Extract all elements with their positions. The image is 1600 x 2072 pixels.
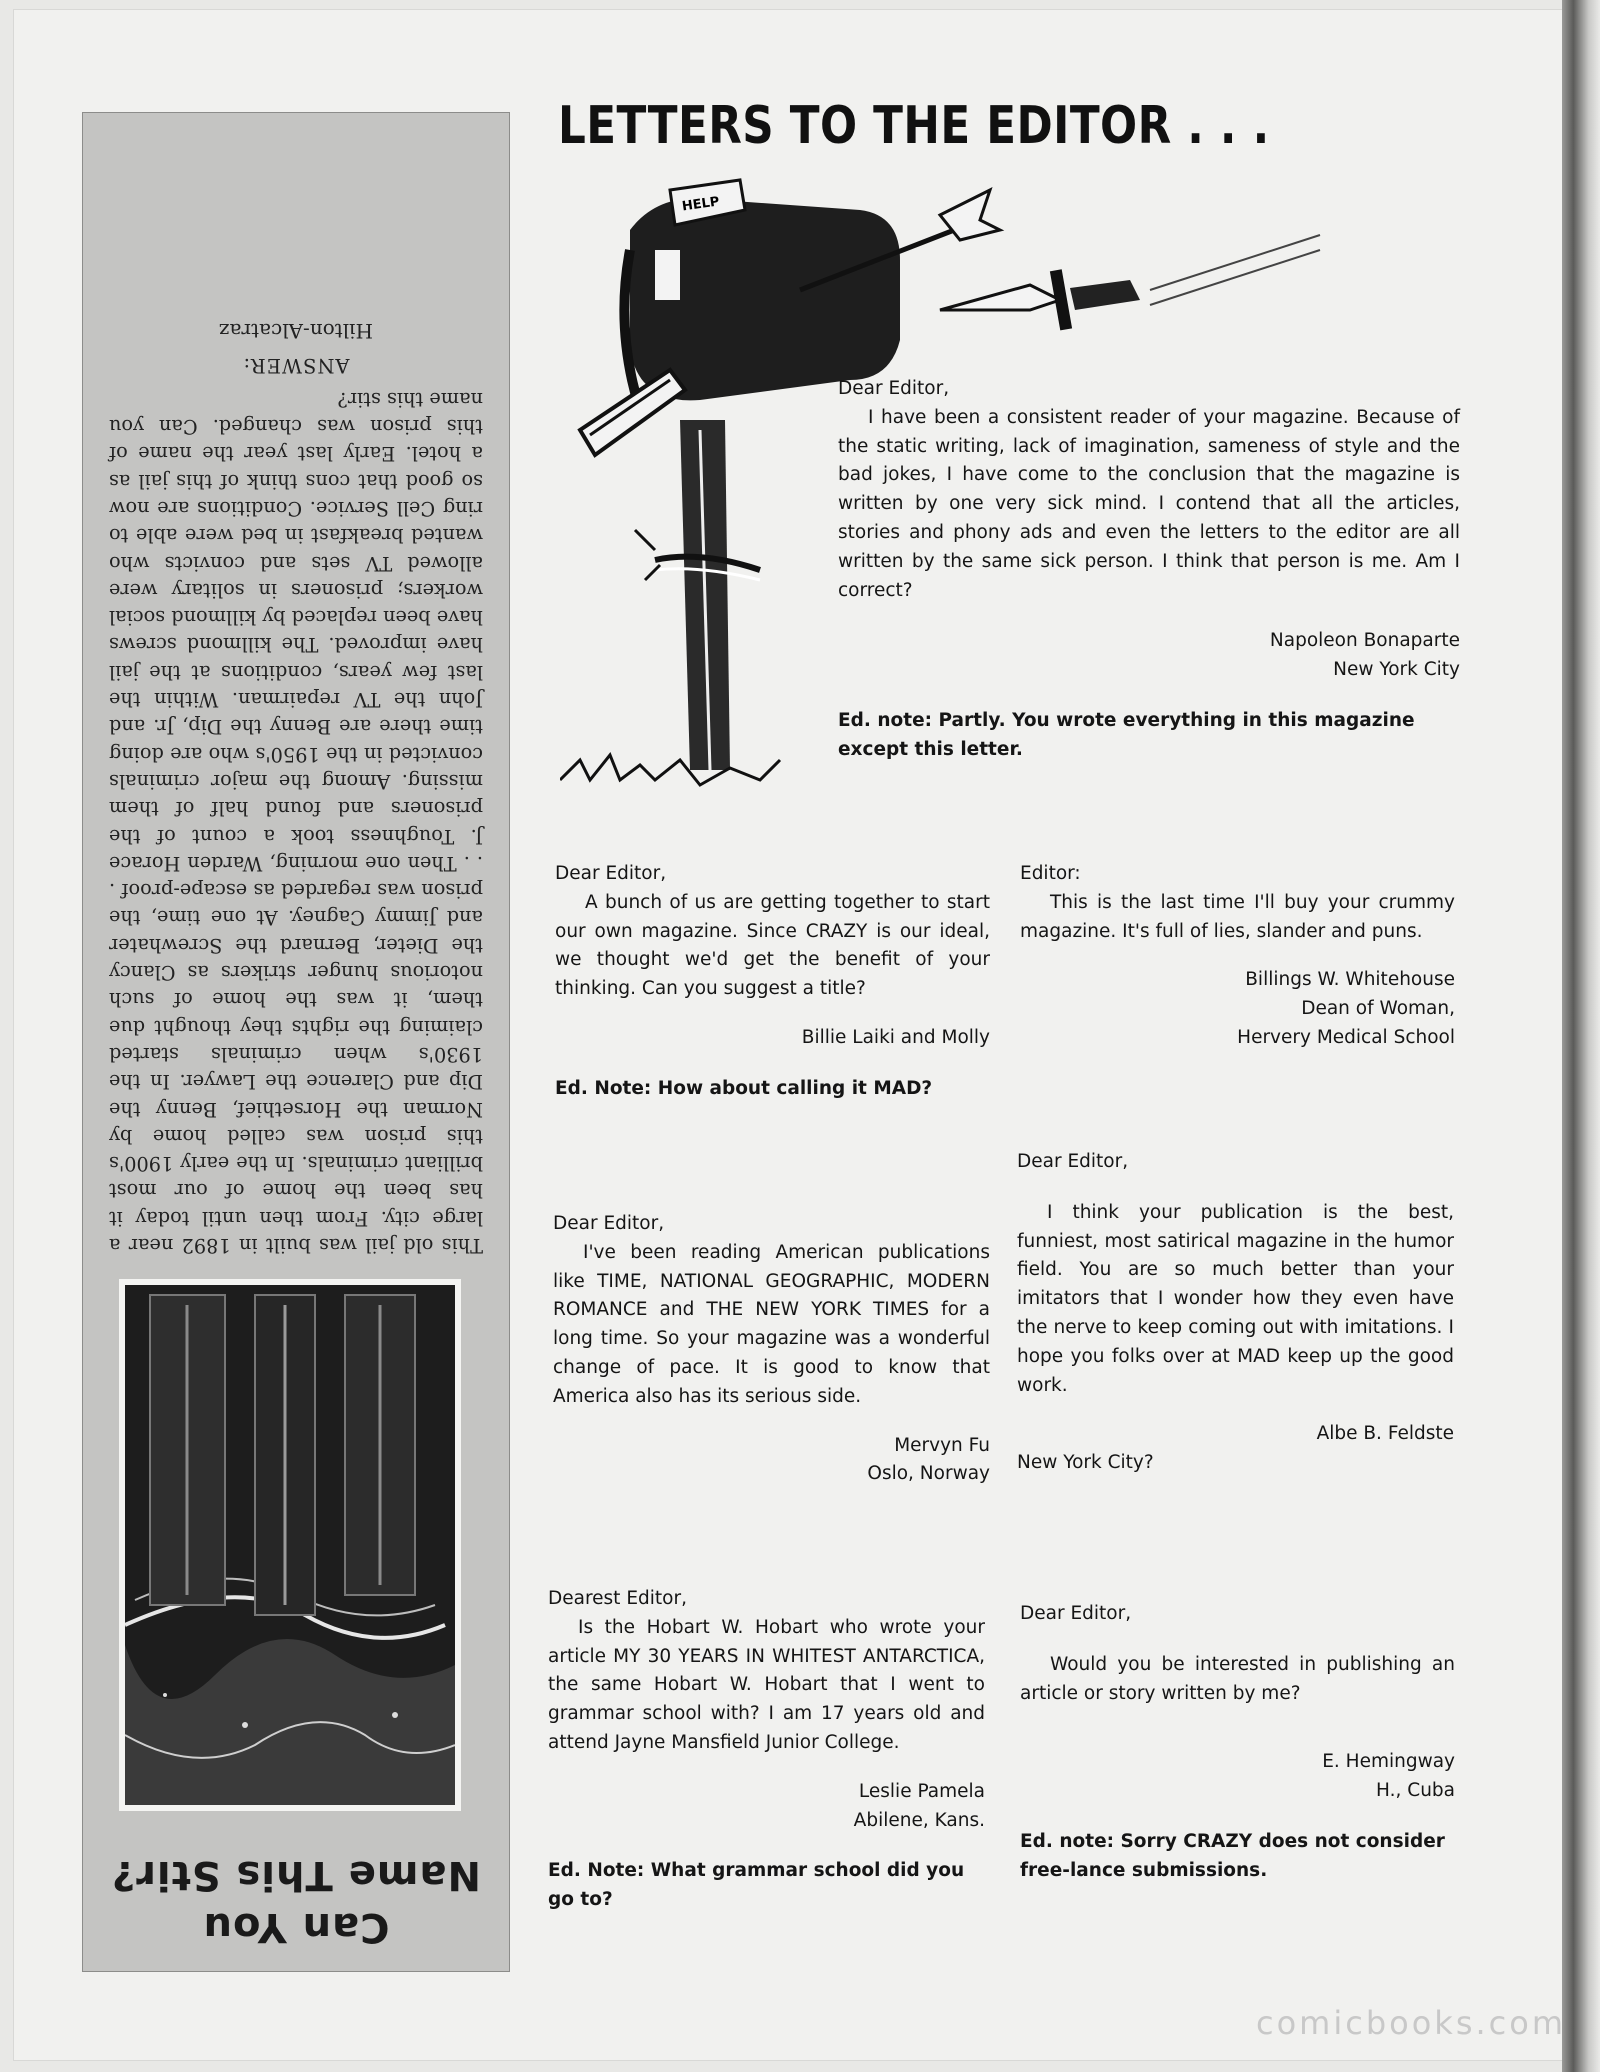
prison-night-image [125, 1285, 455, 1805]
prison-illustration [119, 1279, 461, 1811]
editor-note: Ed. Note: How about calling it MAD? [555, 1077, 933, 1099]
editor-note: Ed. note: Sorry CRAZY does not consider free-lance submissions. [1020, 1830, 1445, 1881]
letter-body: Would you be interested in publishing an article or story written by me? [1020, 1653, 1455, 1704]
sidebar-heading-line2: Name This Stir? [111, 1852, 481, 1898]
letter-albe [1017, 1148, 1454, 1478]
grass [560, 755, 780, 785]
letter-leslie [548, 1585, 985, 1915]
letter-mervyn [553, 1210, 990, 1489]
letter-body: This is the last time I'll buy your crummy magazine. It's full of lies, slander and puns. [1020, 891, 1455, 942]
letter-signature-location: Oslo, Norway [867, 1463, 990, 1485]
letter-signature-location: H., Cuba [1376, 1780, 1455, 1802]
letter-signature-name: Napoleon Bonaparte [1269, 630, 1460, 652]
letter-greeting: Dear Editor, [1017, 1151, 1129, 1172]
letter-signature-title: Dean of Woman, [1301, 998, 1455, 1020]
letter-greeting: Dearest Editor, [548, 1588, 687, 1609]
editor-note: Ed. Note: What grammar school did you go to? [548, 1860, 965, 1911]
letter-napoleon [838, 375, 1460, 765]
upside-down-panel [83, 113, 509, 1971]
page-binding [1562, 0, 1600, 2072]
letter-body: A bunch of us are getting together to start our own magazine. Since CRAZY is our ideal, we thought we'd get the benefit of your thinking. Can you suggest a title? [555, 891, 990, 1000]
letter-billings [1020, 860, 1455, 1053]
letter-body: I have been a consistent reader of your magazine. Because of the static writing, lack of imagination, sameness of style and the bad jokes, I have come to the conclusion that the magazine is written by one very sick mind. I contend that all the articles, stories and phony ads and even the letters to the editor are all written by the same sick person. I think that person is me. Am I correct? [838, 406, 1460, 601]
letter-body: I think your publication is the best, funniest, most satirical magazine in the humor field. You are so much better than your imitators that I wonder how they even have the nerve to keep coming out with imitations. I hope you folks over at MAD keep up the good work. [1017, 1201, 1454, 1396]
sidebar-heading [109, 1833, 483, 1953]
sidebar-article [109, 317, 483, 1259]
knife [940, 285, 1060, 310]
letter-signature-name: Billie Laiki and Molly [801, 1026, 990, 1048]
letter-signature-name: Albe B. Feldste [1316, 1423, 1454, 1445]
sidebar-heading-line1: Can You [202, 1904, 390, 1950]
watermark: comicbooks.com [1255, 2004, 1566, 2042]
letter-signature-name: E. Hemingway [1322, 1751, 1455, 1773]
letter-signature-name: Billings W. Whitehouse [1245, 969, 1455, 991]
letter-greeting: Dear Editor, [838, 378, 950, 399]
letter-signature-location: New York City? [1017, 1452, 1154, 1474]
letter-greeting: Dear Editor, [553, 1213, 665, 1234]
letter-body: Is the Hobart W. Hobart who wrote your article MY 30 YEARS IN WHITEST ANTARCTICA, the same Hobart W. Hobart that I went to grammar school with? I am 17 years old and attend Jayne Mansfield Junior College. [548, 1616, 985, 1753]
page-title: LETTERS TO THE EDITOR . . . [558, 96, 1270, 156]
letter-hemingway [1020, 1600, 1455, 1886]
letter-billie [555, 860, 990, 1104]
letter-signature-location: Hervery Medical School [1237, 1026, 1455, 1048]
help-sign: HELP [681, 194, 721, 215]
letter-signature-location: Abilene, Kans. [853, 1809, 985, 1831]
answer-label: ANSWER: [242, 354, 350, 378]
letter-greeting: Dear Editor, [555, 863, 667, 884]
letter-body: I've been reading American publications like TIME, NATIONAL GEOGRAPHIC, MODERN ROMANCE and THE NEW YORK TIMES for a long time. So your magazine was a wonderful change of pace. It is good to know that America also has its serious side. [553, 1241, 990, 1407]
answer-text: Hilton-Alcatraz [219, 319, 373, 344]
letter-signature-name: Leslie Pamela [858, 1780, 985, 1802]
letter-signature-location: New York City [1333, 659, 1460, 681]
letter-greeting: Dear Editor, [1020, 1603, 1132, 1624]
letter-signature-name: Mervyn Fu [894, 1434, 990, 1456]
quiz-sidebar [82, 112, 510, 1972]
editor-note: Ed. note: Partly. You wrote everything in this magazine except this letter. [838, 709, 1415, 760]
sidebar-paragraph: This old jail was built in 1892 near a large city. From then until today it has been the home of our most brilliant criminals. In the early 1900's this prison was called home by Norman the Horsethief, Benny the Dip and Clarence the Lawyer. In the 1930's when criminals started claiming the rights they thought due them, it was the home of such notorious hunger strikers as Clancy the Dieter, Bernard the Screwhater and Jimmy Cagney. At one time, the prison was regarded as escape-proof . . . Then one morning, Warden Horace J. Toughness took a count of the prisoners and found half of them missing. Among the major criminals convicted in the 1950's who are doing time there are Benny the Dip, Jr. and John the TV repairman. Within the last few years, conditions at the jail have improved. The killmond screws have been replaced by killmond social workers; prisoners in solitary were allowed TV sets and convicts who wanted breakfast in bed were able to ring Cell Service. Conditions are now so good that cons think of this jail as a hotel. Early last year the name of this prison was changed. Can you name this stir? [109, 387, 483, 1257]
letter-greeting: Editor: [1020, 863, 1081, 884]
